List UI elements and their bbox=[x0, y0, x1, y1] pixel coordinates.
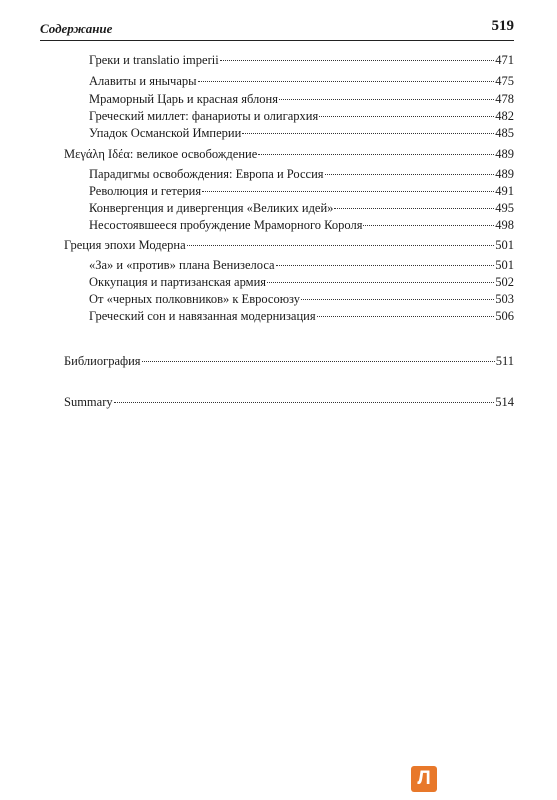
toc-entry bbox=[89, 216, 514, 234]
toc-entry-title: Мраморный Царь и красная яблоня bbox=[89, 92, 278, 106]
dot-leader bbox=[317, 316, 495, 317]
toc-section-title: Μεγάλη Ιδέα: великое освобождение bbox=[64, 147, 258, 161]
toc-entry-title: Алавиты и янычары bbox=[89, 74, 197, 88]
dot-leader bbox=[301, 299, 494, 300]
toc-entry-page: 482 bbox=[495, 109, 514, 123]
toc-entry-title: От «черных полковников» к Евросоюзу bbox=[89, 292, 300, 306]
toc-entry-page: 475 bbox=[495, 74, 514, 88]
toc-entry-page: 495 bbox=[495, 201, 514, 215]
toc-entry-page: 491 bbox=[495, 184, 514, 198]
toc-entry-page: 502 bbox=[495, 275, 514, 289]
toc-entry-title: Парадигмы освобождения: Европа и Россия bbox=[89, 167, 324, 181]
toc-entry-title: Оккупация и партизанская армия bbox=[89, 275, 267, 289]
toc-entry bbox=[89, 90, 514, 108]
toc-entry-title: Греки и translatio imperii bbox=[89, 53, 219, 67]
dot-leader bbox=[334, 208, 494, 209]
dot-leader bbox=[325, 174, 495, 175]
toc-entry bbox=[89, 107, 514, 125]
dot-leader bbox=[187, 245, 495, 246]
toc-entry bbox=[89, 124, 514, 142]
toc-entry bbox=[89, 307, 514, 325]
toc-section-page: 511 bbox=[495, 354, 514, 368]
running-title: Содержание bbox=[40, 21, 113, 36]
toc-entry bbox=[89, 72, 514, 90]
dot-leader bbox=[202, 191, 494, 192]
toc-section-title: Библиография bbox=[64, 354, 141, 368]
toc-entry bbox=[89, 51, 514, 69]
publisher-logo bbox=[411, 766, 437, 792]
toc-entry-title: Упадок Османской Империи bbox=[89, 126, 242, 140]
toc-entry-page: 489 bbox=[495, 167, 514, 181]
page-number: 519 bbox=[491, 18, 514, 34]
toc-section bbox=[64, 393, 514, 411]
page-header bbox=[40, 18, 514, 41]
toc-entry-page: 485 bbox=[495, 126, 514, 140]
dot-leader bbox=[363, 225, 494, 226]
toc-section bbox=[64, 352, 514, 370]
dot-leader bbox=[267, 282, 494, 283]
dot-leader bbox=[114, 402, 495, 403]
toc-entry bbox=[89, 182, 514, 200]
toc-entry bbox=[89, 273, 514, 291]
toc-entry-title: Греческий миллет: фанариоты и олигархия bbox=[89, 109, 319, 123]
dot-leader bbox=[319, 116, 494, 117]
toc-entry bbox=[89, 199, 514, 217]
toc-entry-title: Конвергенция и дивергенция «Великих идей» bbox=[89, 201, 334, 215]
publisher-logo-glyph: Л bbox=[417, 768, 431, 789]
toc-entry-title: Греческий сон и навязанная модернизация bbox=[89, 309, 316, 323]
toc-section bbox=[64, 236, 514, 254]
toc-entry-page: 501 bbox=[495, 258, 514, 272]
toc-entry-page: 471 bbox=[495, 53, 514, 67]
toc-entry-title: «За» и «против» плана Венизелоса bbox=[89, 258, 275, 272]
toc-entry-page: 503 bbox=[495, 292, 514, 306]
toc-entry-page: 506 bbox=[495, 309, 514, 323]
toc-section-page: 514 bbox=[495, 395, 514, 409]
toc-entry-title: Несостоявшееся пробуждение Мраморного Короля bbox=[89, 218, 363, 232]
dot-leader bbox=[198, 81, 495, 82]
dot-leader bbox=[279, 99, 494, 100]
toc-section bbox=[64, 145, 514, 163]
toc-section-page: 501 bbox=[495, 238, 514, 252]
toc-entry bbox=[89, 290, 514, 308]
toc-entry-page: 498 bbox=[495, 218, 514, 232]
toc-section-page: 489 bbox=[495, 147, 514, 161]
toc-entry-page: 478 bbox=[495, 92, 514, 106]
toc-section-title: Summary bbox=[64, 395, 113, 409]
dot-leader bbox=[258, 154, 494, 155]
dot-leader bbox=[242, 133, 494, 134]
toc-entry-title: Революция и гетерия bbox=[89, 184, 202, 198]
toc-entry bbox=[89, 256, 514, 274]
toc-entry bbox=[89, 165, 514, 183]
dot-leader bbox=[142, 361, 495, 362]
toc-section-title: Греция эпохи Модерна bbox=[64, 238, 186, 252]
dot-leader bbox=[276, 265, 495, 266]
dot-leader bbox=[220, 60, 495, 61]
